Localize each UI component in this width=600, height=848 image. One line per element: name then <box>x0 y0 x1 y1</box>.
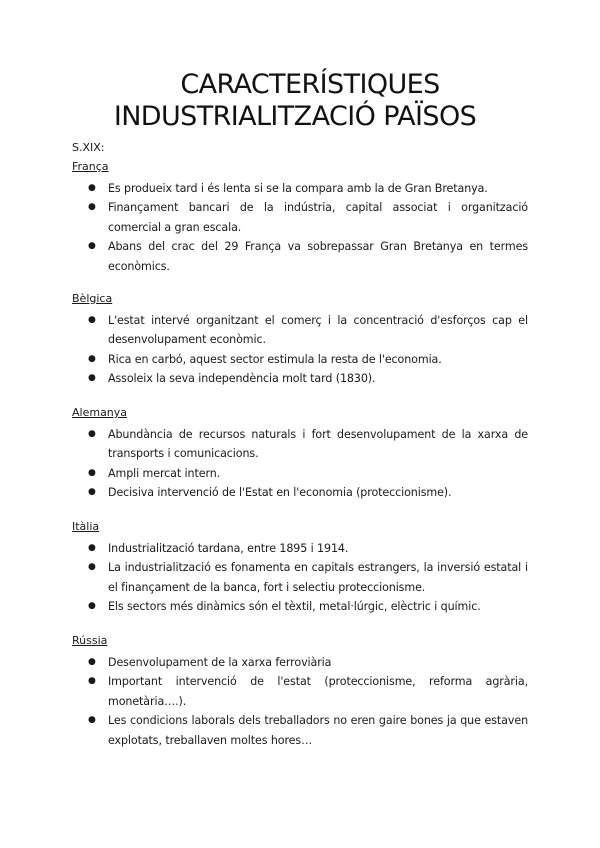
title-line-1: CARACTERÍSTIQUES <box>180 69 440 100</box>
list-item-text: Desenvolupament de la xarxa ferroviària <box>108 656 332 669</box>
list-item-text: Ampli mercat intern. <box>108 466 221 480</box>
bullet-icon: ● <box>88 315 96 325</box>
bullet-icon: ● <box>88 241 96 252</box>
list-item <box>72 237 528 276</box>
list-item-text: Es produeix tard i és lenta si se la compara amb la de Gran Bretanya. <box>108 182 488 195</box>
list-item-text: Decisiva intervenció de l'Estat en l'economia (proteccionisme). <box>108 486 452 500</box>
list-item <box>72 198 528 237</box>
bullet-icon: ● <box>88 487 96 498</box>
bullet-icon: ● <box>88 543 96 553</box>
bullet-icon: ● <box>88 183 96 193</box>
bullet-list <box>72 539 528 617</box>
bullet-icon: ● <box>88 601 96 612</box>
list-item-text: Assoleix la seva independència molt tard (1830). <box>108 372 376 386</box>
list-item <box>72 311 528 350</box>
list-item-text: Industrialització tardana, entre 1895 i 1914. <box>108 542 349 555</box>
list-item <box>72 350 528 369</box>
bullet-icon: ● <box>88 467 96 478</box>
section-heading: Itàlia <box>72 520 100 533</box>
list-item-text: Important intervenció de l'estat (proteccionisme, reforma agrària, monetària….). <box>108 675 528 708</box>
list-item <box>72 558 528 597</box>
section-alemanya <box>72 406 528 503</box>
list-item <box>72 653 528 672</box>
list-item-text: Abans del crac del 29 França va sobrepassar Gran Bretanya en termes econòmics. <box>108 240 528 273</box>
section-heading: Bèlgica <box>72 292 113 305</box>
section-russia <box>72 634 528 750</box>
bullet-list <box>72 179 528 276</box>
bullet-icon: ● <box>88 373 96 384</box>
list-item <box>72 179 528 198</box>
bullet-icon: ● <box>88 202 96 213</box>
list-item <box>72 597 528 616</box>
list-item-text: Rica en carbó, aquest sector estimula la resta de l'economia. <box>108 352 442 366</box>
list-item-text: Les condicions laborals dels treballadors no eren gaire bones ja que estaven explotats, treballaven moltes hores… <box>108 714 528 747</box>
section-italia <box>72 520 528 617</box>
list-item <box>72 369 528 388</box>
list-item-text: Abundància de recursos naturals i fort desenvolupament de la xarxa de transports i comunicacions. <box>108 428 528 461</box>
bullet-list <box>72 425 528 503</box>
section-heading: Rússia <box>72 634 108 647</box>
list-item-text: L'estat intervé organitzant el comerç i la concentració d'esforços cap el desenvolupament econòmic. <box>108 314 528 347</box>
section-heading: Alemanya <box>72 406 128 419</box>
bullet-list <box>72 311 528 389</box>
bullet-icon: ● <box>88 657 96 667</box>
list-item <box>72 539 528 558</box>
list-item <box>72 711 528 750</box>
title-line-2: INDUSTRIALITZACIÓ PAÏSOS <box>113 101 477 132</box>
list-item <box>72 425 528 464</box>
list-item-text: Finançament bancari de la indústria, capital associat i organització comercial a gran escala. <box>108 201 528 234</box>
bullet-icon: ● <box>88 562 96 573</box>
list-item-text: La industrialització es fonamenta en capitals estrangers, la inversió estatal i el finançament de la banca, fort i selectiu proteccionisme. <box>108 561 528 594</box>
section-heading: França <box>72 160 109 173</box>
list-item <box>72 464 528 483</box>
bullet-icon: ● <box>88 429 96 439</box>
section-belgica <box>72 292 528 389</box>
bullet-icon: ● <box>88 676 96 687</box>
list-item <box>72 483 528 502</box>
bullet-icon: ● <box>88 715 96 726</box>
list-item-text: Els sectors més dinàmics són el tèxtil, metal·lúrgic, elèctric i químic. <box>108 600 481 614</box>
list-item <box>72 672 528 711</box>
period-label: S.XIX: <box>72 141 105 154</box>
bullet-icon: ● <box>88 353 96 364</box>
section-franca <box>72 160 528 276</box>
bullet-list <box>72 653 528 750</box>
